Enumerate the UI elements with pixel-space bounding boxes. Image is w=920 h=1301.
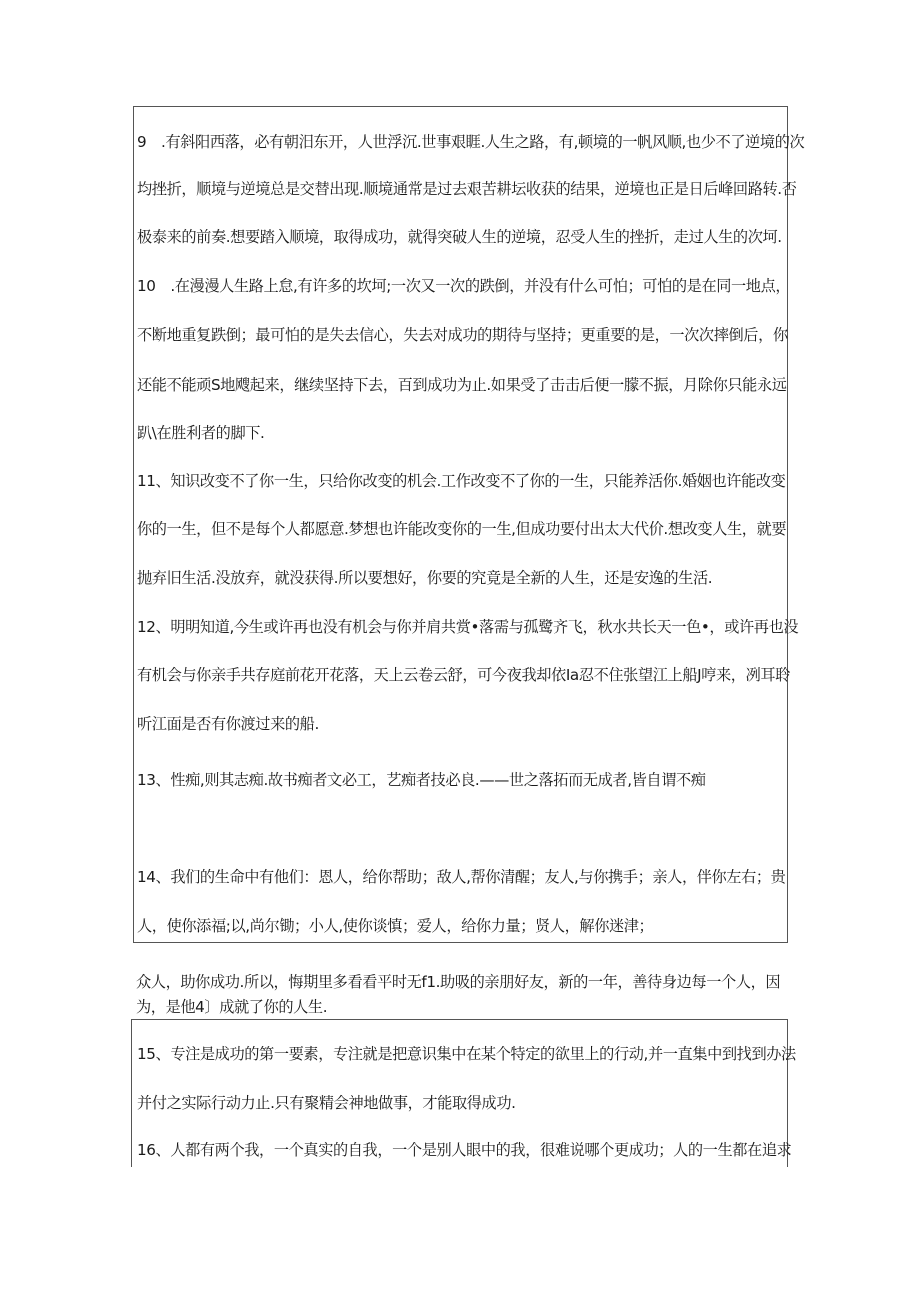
text-line: 13、性痴,则其志痴.故书痴者文必工，艺痴者技必良.——世之落拓而无成者,皆自谓不痴	[137, 771, 706, 789]
text-frame-lower	[131, 1019, 796, 1167]
text-line: 听江面是否有你渡过来的船.	[137, 715, 319, 733]
text-line: 并付之实际行动力止.只有聚精会神地做事，才能取得成功.	[137, 1094, 516, 1112]
text-line: 趴\在胜利者的脚下.	[137, 424, 265, 442]
text-line: 不断地重复跌倒；最可怕的是失去信心，失去对成功的期待与坚持；更重要的是，一次次摔倒后，你	[137, 326, 788, 344]
text-line: 9 .有斜阳西落，必有朝汨东开，人世浮沉.世事艰睚.人生之路，有,顿境的一帆风顺,也少不了逆境的次	[137, 133, 805, 151]
text-line: 极泰来的前奏.想要踏入顺境，取得成功，就得突破人生的逆境，忍受人生的挫折，走过人生的次坷.	[137, 228, 782, 246]
text-line: 16、人都有两个我，一个真实的自我，一个是别人眼中的我，很难说哪个更成功；人的一生都在追求	[137, 1141, 792, 1159]
text-line: 众人，助你成功.所以，悔期里多看看平时无f1.助吸的亲朋好友，新的一年，善待身边每一个人，因	[136, 973, 781, 991]
text-line: 人，使你添福;以,尚尔锄；小人,使你谈慎；爱人，给你力量；贤人，解你迷津；	[137, 917, 654, 935]
text-line: 14、我们的生命中有他们：恩人，给你帮助；敌人,帮你清醒；友人,与你携手；亲人，伴你左右；贵	[137, 868, 786, 886]
text-line: 12、明明知道,今生或许再也没有机会与你并肩共赏•落需与孤鹭齐飞，秋水共长天一色•，或许再也没	[137, 618, 799, 636]
text-line: 为，是他4〕成就了你的人生.	[136, 998, 328, 1016]
text-line: 均挫折，顺境与逆境总是交替出现.顺境通常是过去艰苦耕坛收获的结果，逆境也正是日后峰回路转.否	[137, 180, 797, 198]
text-line: 11、知识改变不了你一生，只给你改变的机会.工作改变不了你的一生，只能养活你.婚姻也许能改变	[137, 472, 786, 490]
text-line: 有机会与你亲手共存庭前花开花落，天上云卷云舒，可今夜我却依Ia忍不住张望江上船J哼来，冽耳聆	[137, 666, 790, 684]
text-line: 15、专注是成功的第一要素，专注就是把意识集中在某个特定的欲里上的行动,并一直集中到找到办法	[137, 1045, 796, 1063]
text-line: 你的一生，但不是每个人都愿意.梦想也许能改变你的一生,但成功要付出太大代价.想改变人生，就要	[137, 520, 787, 538]
text-line: 还能不能顽S地飕起来，继续坚持下去，百到成功为止.如果受了击击后便一朦不振，月除你只能永远	[137, 376, 787, 394]
text-line: 10 .在漫漫人生路上怠,有许多的坎坷;一次又一次的跌倒，并没有什么可怕；可怕的是在同一地点，	[137, 277, 791, 295]
text-frame-upper	[133, 106, 805, 943]
text-line: 抛弃旧生活.没放弃，就没获得.所以要想好，你要的究竟是全新的人生，还是安逸的生活.	[137, 569, 713, 587]
